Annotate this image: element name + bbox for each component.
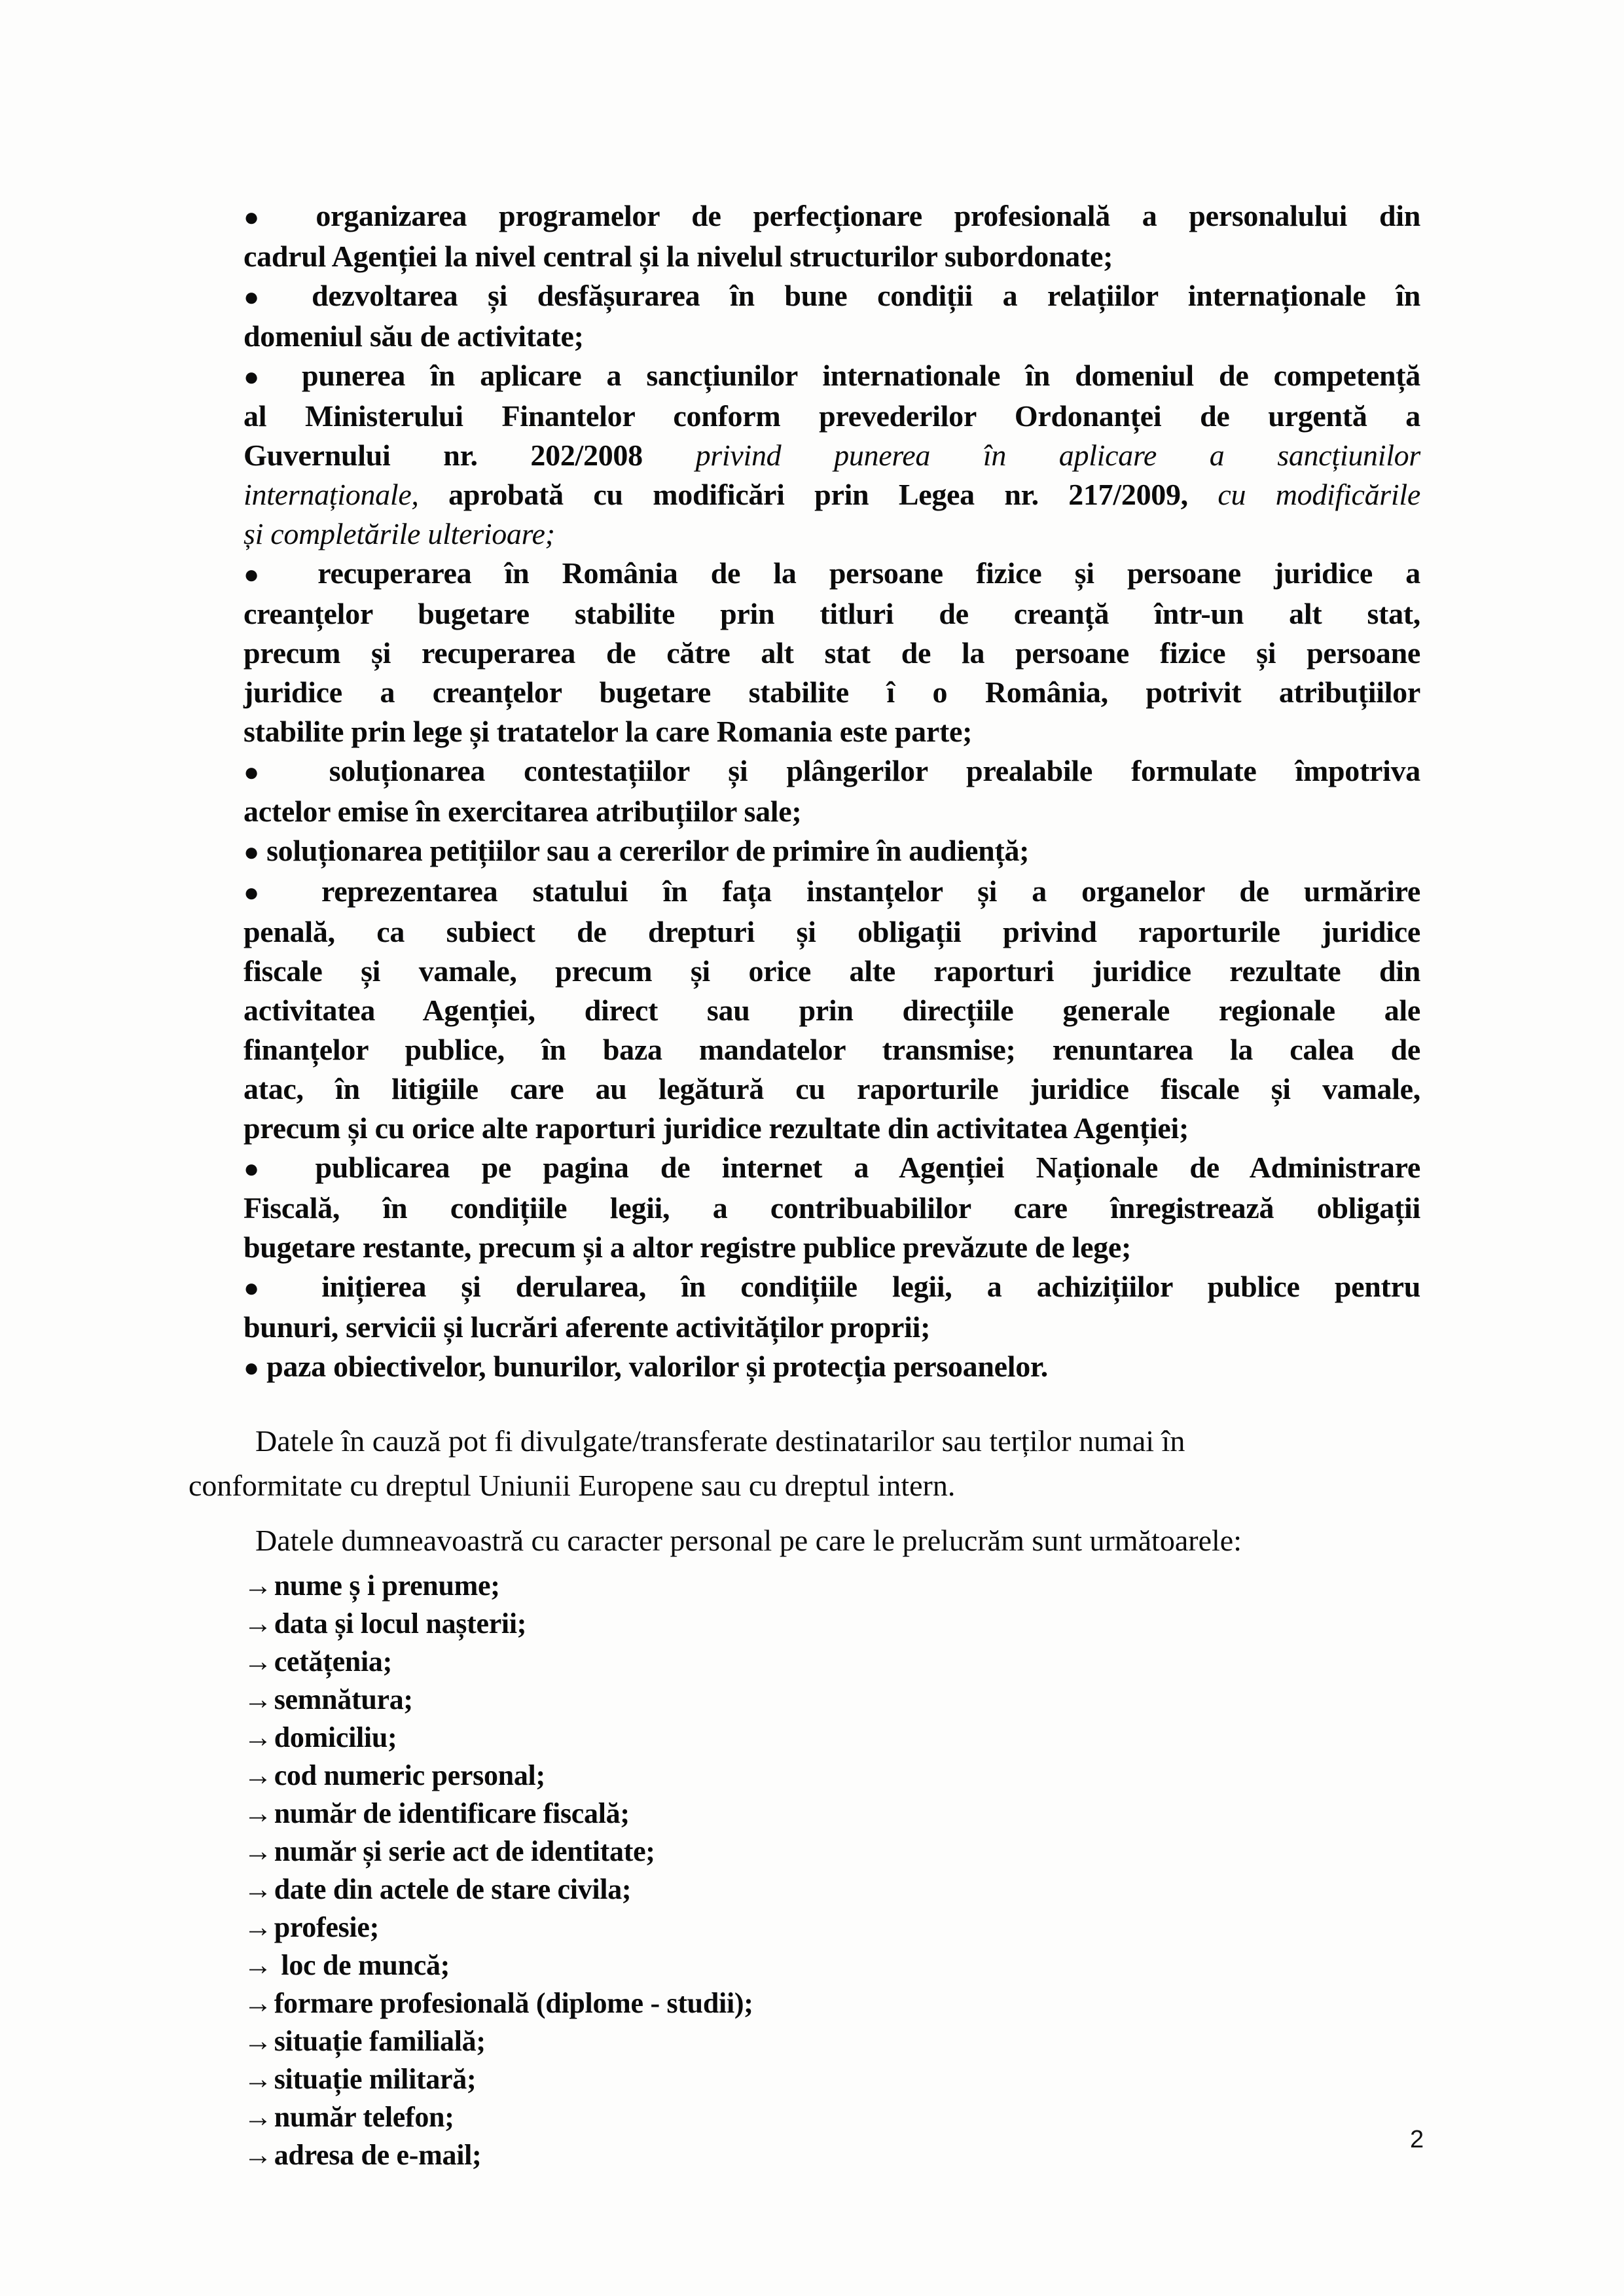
- list-item: [244, 2098, 1420, 2136]
- text-line: [244, 751, 1420, 792]
- text-run: juridice a creanțelor bugetare stabilite î o România, potrivit atribuțiilor: [244, 675, 1420, 709]
- text-run: precum și cu orice alte raporturi juridice rezultate din activitatea Agenției;: [244, 1111, 1189, 1145]
- text-line: [244, 1189, 1420, 1228]
- arrow-icon: →: [244, 2063, 272, 2095]
- text-line: [244, 991, 1420, 1030]
- plain-section: [189, 1419, 1420, 1563]
- bullet-paragraph: [244, 356, 1420, 554]
- text-line: [244, 1148, 1420, 1189]
- text-line: [244, 514, 1420, 554]
- arrow-icon: →: [244, 1607, 272, 1640]
- list-item: [244, 2022, 1420, 2060]
- list-item-label: număr și serie act de identitate;: [274, 1835, 655, 1867]
- bullet-paragraph: [244, 831, 1420, 872]
- bullet-icon: ●: [244, 560, 285, 589]
- bullet-paragraph: [244, 1267, 1420, 1347]
- plain-paragraph: [189, 1419, 1420, 1508]
- text-line: [244, 436, 1420, 475]
- text-line: [244, 712, 1420, 751]
- arrow-icon: →: [244, 2025, 272, 2057]
- bullet-icon: ●: [244, 757, 291, 787]
- text-run: creanțelor bugetare stabilite prin titluri de creanță într-un alt stat,: [244, 597, 1420, 630]
- arrow-icon: →: [244, 1987, 272, 2019]
- text-line: [244, 1030, 1420, 1069]
- text-run: Guvernului nr. 202/2008: [244, 439, 696, 472]
- list-item: [244, 1795, 1420, 1833]
- list-item: [244, 1605, 1420, 1643]
- text-run: stabilite prin lege și tratatelor la care Romania este parte;: [244, 715, 973, 748]
- list-item-label: domiciliu;: [274, 1721, 397, 1753]
- text-line: [244, 1308, 1420, 1347]
- text-run: reprezentarea statului în fața instanțelor și a organelor de urmărire: [321, 874, 1420, 908]
- list-item-label: date din actele de stare civila;: [274, 1873, 632, 1905]
- text-run: finanțelor publice, în baza mandatelor transmise; renuntarea la calea de: [244, 1033, 1420, 1066]
- list-item: [244, 1719, 1420, 1757]
- arrow-icon: →: [244, 1949, 272, 1981]
- text-line: [244, 317, 1420, 356]
- text-line: [244, 673, 1420, 712]
- text-line: [244, 872, 1420, 912]
- bullet-paragraph: [244, 751, 1420, 831]
- bullet-icon: ●: [244, 362, 277, 391]
- text-run: punerea în aplicare a sancțiunilor internationale în domeniul de competență: [302, 359, 1420, 392]
- list-item: [244, 1909, 1420, 1946]
- text-run: fiscale și vamale, precum și orice alte raporturi juridice rezultate din: [244, 954, 1420, 988]
- text-line: [244, 1109, 1420, 1148]
- page-body: [189, 196, 1421, 2174]
- text-run: Fiscală, în condițiile legii, a contribuabililor care înregistrează obligații: [244, 1191, 1420, 1225]
- list-item-label: loc de muncă;: [274, 1949, 450, 1981]
- text-run: cu modificările: [1218, 478, 1420, 511]
- text-run: dezvoltarea și desfășurarea în bune condiții a relațiilor internaționale în: [312, 279, 1420, 312]
- list-item-label: data și locul nașterii;: [274, 1607, 527, 1640]
- text-line: conformitate cu dreptul Uniunii Europene sau cu dreptul intern.: [189, 1469, 956, 1502]
- list-item-label: nume ș i prenume;: [274, 1570, 500, 1602]
- bullet-icon: ●: [244, 837, 259, 867]
- list-item-label: cod numeric personal;: [274, 1759, 545, 1791]
- text-line: [244, 1267, 1420, 1308]
- text-line: [244, 1228, 1420, 1267]
- text-line: [244, 594, 1420, 634]
- list-item: [244, 1984, 1420, 2022]
- list-item: [244, 2136, 1420, 2174]
- list-item: [244, 1871, 1420, 1909]
- list-item: [244, 1833, 1420, 1871]
- bullet-icon: ●: [244, 878, 287, 907]
- text-line: [244, 952, 1420, 991]
- text-run: activitatea Agenției, direct sau prin direcțiile generale regionale ale: [244, 994, 1420, 1027]
- text-run: internaționale,: [244, 478, 449, 511]
- bullet-paragraph: [244, 276, 1420, 356]
- text-line: [244, 634, 1420, 673]
- page-number: 2: [1410, 2126, 1424, 2153]
- list-item-label: număr telefon;: [274, 2101, 454, 2133]
- bullet-icon: ●: [244, 1353, 259, 1382]
- text-line: [244, 196, 1420, 237]
- text-run: cadrul Agenției la nivel central și la nivelul structurilor subordonate;: [244, 240, 1113, 273]
- bullet-paragraph: [244, 872, 1420, 1148]
- text-run: domeniul său de activitate;: [244, 319, 584, 353]
- list-item: [244, 1946, 1420, 1984]
- bullet-icon: ●: [244, 1154, 284, 1183]
- text-run: privind punerea în aplicare a sancțiunilor: [695, 439, 1420, 472]
- text-line: [244, 1069, 1420, 1109]
- list-item-label: adresa de e-mail;: [274, 2139, 482, 2171]
- text-line: Datele în cauză pot fi divulgate/transferate destinatarilor sau terților numai în: [255, 1424, 1185, 1458]
- text-line: [244, 475, 1420, 514]
- arrow-icon: →: [244, 1835, 272, 1867]
- list-item: [244, 1757, 1420, 1795]
- list-item-label: număr de identificare fiscală;: [274, 1797, 630, 1829]
- text-line: [244, 912, 1420, 952]
- text-run: soluționarea petițiilor sau a cererilor de primire în audiență;: [266, 834, 1030, 867]
- text-run: actelor emise în exercitarea atribuțiilor sale;: [244, 795, 802, 828]
- list-item-label: formare profesională (diplome - studii);: [274, 1987, 753, 2019]
- list-item-label: situație militară;: [274, 2063, 477, 2095]
- arrow-icon: →: [244, 1911, 272, 1943]
- bullet-paragraph: [244, 554, 1420, 751]
- text-run: publicarea pe pagina de internet a Agenției Naționale de Administrare: [315, 1151, 1420, 1184]
- text-line: [244, 554, 1420, 594]
- bullet-paragraph: [244, 1347, 1420, 1388]
- text-line: [244, 237, 1420, 276]
- text-run: recuperarea în România de la persoane fizice și persoane juridice a: [317, 556, 1420, 590]
- arrow-icon: →: [244, 1721, 272, 1753]
- text-line: Datele dumneavoastră cu caracter personal pe care le prelucrăm sunt următoarele:: [255, 1524, 1242, 1557]
- text-line: [244, 276, 1420, 317]
- text-run: paza obiectivelor, bunurilor, valorilor și protecția persoanelor.: [266, 1350, 1049, 1383]
- arrow-icon: →: [244, 1797, 272, 1829]
- list-item-label: situație familială;: [274, 2025, 486, 2057]
- list-item: [244, 1643, 1420, 1681]
- bullet-icon: ●: [244, 282, 282, 312]
- text-run: precum și recuperarea de către alt stat de la persoane fizice și persoane: [244, 636, 1420, 670]
- arrow-icon: →: [244, 1683, 272, 1715]
- text-run: penală, ca subiect de drepturi și obligații privind raporturile juridice: [244, 915, 1420, 948]
- list-item: [244, 1567, 1420, 1605]
- arrow-icon: →: [244, 1645, 272, 1677]
- arrow-icon: →: [244, 2101, 272, 2133]
- list-item-label: profesie;: [274, 1911, 379, 1943]
- text-run: bugetare restante, precum și a altor registre publice prevăzute de lege;: [244, 1230, 1132, 1264]
- bullet-icon: ●: [244, 1273, 287, 1302]
- text-run: organizarea programelor de perfecționare profesională a personalului din: [316, 199, 1420, 232]
- text-run: inițierea și derularea, în condițiile legii, a achizițiilor publice pentru: [321, 1270, 1420, 1303]
- text-line: [244, 831, 1420, 872]
- arrow-icon: →: [244, 2139, 272, 2171]
- bullet-paragraph: [244, 196, 1420, 276]
- list-item-label: semnătura;: [274, 1683, 413, 1715]
- text-line: [244, 1347, 1420, 1388]
- text-line: [244, 792, 1420, 831]
- text-run: al Ministerului Finantelor conform prevederilor Ordonanței de urgentă a: [244, 399, 1420, 433]
- list-item: [244, 2060, 1420, 2098]
- text-run: atac, în litigiile care au legătură cu raporturile juridice fiscale și vamale,: [244, 1072, 1420, 1105]
- arrow-icon: →: [244, 1873, 272, 1905]
- text-line: [244, 397, 1420, 436]
- text-line: [244, 356, 1420, 397]
- bullet-icon: ●: [244, 202, 284, 232]
- bullet-section: [244, 196, 1420, 1388]
- text-run: soluționarea contestațiilor și plângerilor prealabile formulate împotriva: [329, 754, 1421, 787]
- text-run: aprobată cu modificări prin Legea nr. 217/2009,: [448, 478, 1218, 511]
- text-run: și completările ulterioare;: [244, 517, 555, 550]
- arrow-list: [244, 1567, 1420, 2174]
- text-run: bunuri, servicii și lucrări aferente activităților proprii;: [244, 1310, 931, 1344]
- arrow-icon: →: [244, 1759, 272, 1791]
- plain-paragraph: [244, 1518, 1420, 1563]
- bullet-paragraph: [244, 1148, 1420, 1267]
- arrow-icon: →: [244, 1570, 272, 1602]
- list-item-label: cetățenia;: [274, 1645, 392, 1677]
- list-item: [244, 1681, 1420, 1719]
